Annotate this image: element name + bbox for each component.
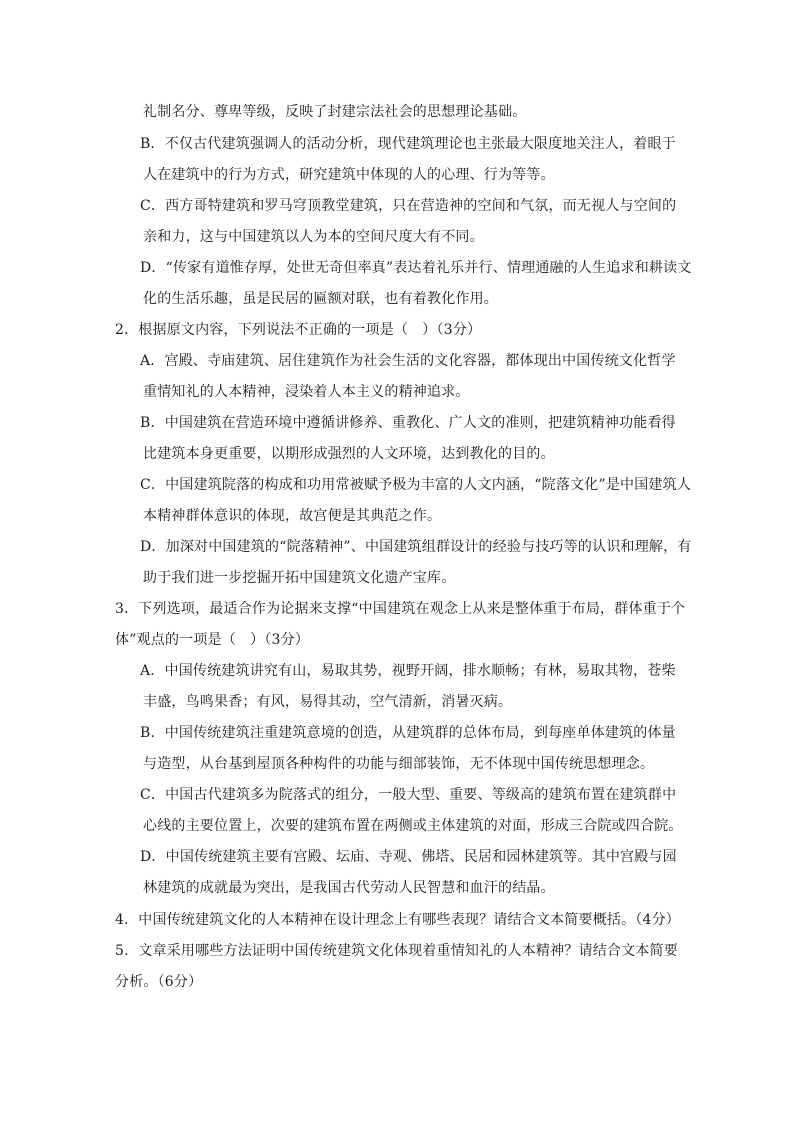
intro-tail-text: 礼制名分、尊卑等级，反映了封建宗法社会的思想理论基础。	[143, 104, 527, 120]
q3-option-b-line2: 与造型，从台基到屋顶各种构件的功能与细部装饰，无不体现中国传统思想理念。	[143, 756, 655, 772]
q5-stem-line2: 分析。（6分）	[115, 974, 203, 990]
q3-stem-line2: 体”观点的一项是（ ）（3分）	[115, 632, 310, 648]
q2-option-c-line1: C．中国建筑院落的构成和功用常被赋予极为丰富的人文内涵，“院落文化”是中国建筑人	[140, 477, 692, 493]
q5-stem-line1: 5．文章采用哪些方法证明中国传统建筑文化体现着重情知礼的人本精神？请结合文本简要	[115, 943, 678, 959]
q2-option-b-line1: B．中国建筑在营造环境中遵循讲修养、重教化、广人文的准则，把建筑精神功能看得	[140, 415, 676, 431]
q2-option-a-line1: A．宫殿、寺庙建筑、居住建筑作为社会生活的文化容器，都体现出中国传统文化哲学	[140, 353, 676, 369]
q1-option-d-line1: D．“传家有道惟存厚，处世无奇但率真”表达着礼乐并行、情理通融的人生追求和耕读文	[140, 260, 692, 276]
q3-option-a-line2: 丰盛，鸟鸣果香；有风，易得其动，空气清新，消暑灭病。	[143, 694, 513, 710]
q2-stem: 2．根据原文内容，下列说法不正确的一项是（ ）（3分）	[115, 322, 482, 338]
q2-option-d-line2: 助于我们进一步挖掘开拓中国建筑文化遗产宝库。	[143, 570, 456, 586]
q2-option-b-line2: 比建筑本身更重要，以期形成强烈的人文环境，达到教化的目的。	[143, 446, 555, 462]
q2-option-a-line2: 重情知礼的人本精神，浸染着人本主义的精神追求。	[143, 384, 470, 400]
q1-option-b-line2: 人在建筑中的行为方式，研究建筑中体现的人的心理、行为等等。	[143, 167, 555, 183]
q1-option-d-line2: 化的生活乐趣，虽是民居的匾额对联，也有着教化作用。	[143, 291, 498, 307]
q3-option-d-line2: 林建筑的成就最为突出，是我国古代劳动人民智慧和血汗的结晶。	[143, 880, 555, 896]
q4-stem: 4．中国传统建筑文化的人本精神在设计理念上有哪些表现？请结合文本简要概括。（4分）	[115, 912, 681, 928]
q3-stem-line1: 3．下列选项，最适合作为论据来支撑“中国建筑在观念上从来是整体重于布局，群体重于个	[115, 601, 686, 617]
q3-option-c-line1: C．中国古代建筑多为院落式的组分，一般大型、重要、等级高的建筑布置在建筑群中	[140, 787, 677, 803]
q1-option-c-line2: 亲和力，这与中国建筑以人为本的空间尺度大有不同。	[143, 229, 484, 245]
q1-option-c-line1: C．西方哥特建筑和罗马穹顶教堂建筑，只在营造神的空间和气氛，而无视人与空间的	[140, 198, 677, 214]
q3-option-b-line1: B．中国传统建筑注重建筑意境的创造，从建筑群的总体布局，到每座单体建筑的体量	[140, 725, 676, 741]
q3-option-c-line2: 心线的主要位置上，次要的建筑布置在两侧或主体建筑的对面，形成三合院或四合院。	[143, 818, 683, 834]
q1-option-b-line1: B．不仅古代建筑强调人的活动分析，现代建筑理论也主张最大限度地关注人，着眼于	[140, 136, 676, 152]
q3-option-d-line1: D．中国传统建筑主要有宫殿、坛庙、寺观、佛塔、民居和园林建筑等。其中宫殿与园	[140, 849, 677, 865]
q2-option-d-line1: D．加深对中国建筑的“院落精神”、中国建筑组群设计的经验与技巧等的认识和理解，有	[140, 539, 692, 555]
q2-option-c-line2: 本精神群体意识的体现，故宫便是其典范之作。	[143, 508, 442, 524]
q3-option-a-line1: A．中国传统建筑讲究有山，易取其势，视野开阔，排水顺畅；有林，易取其物，苍柴	[140, 663, 676, 679]
